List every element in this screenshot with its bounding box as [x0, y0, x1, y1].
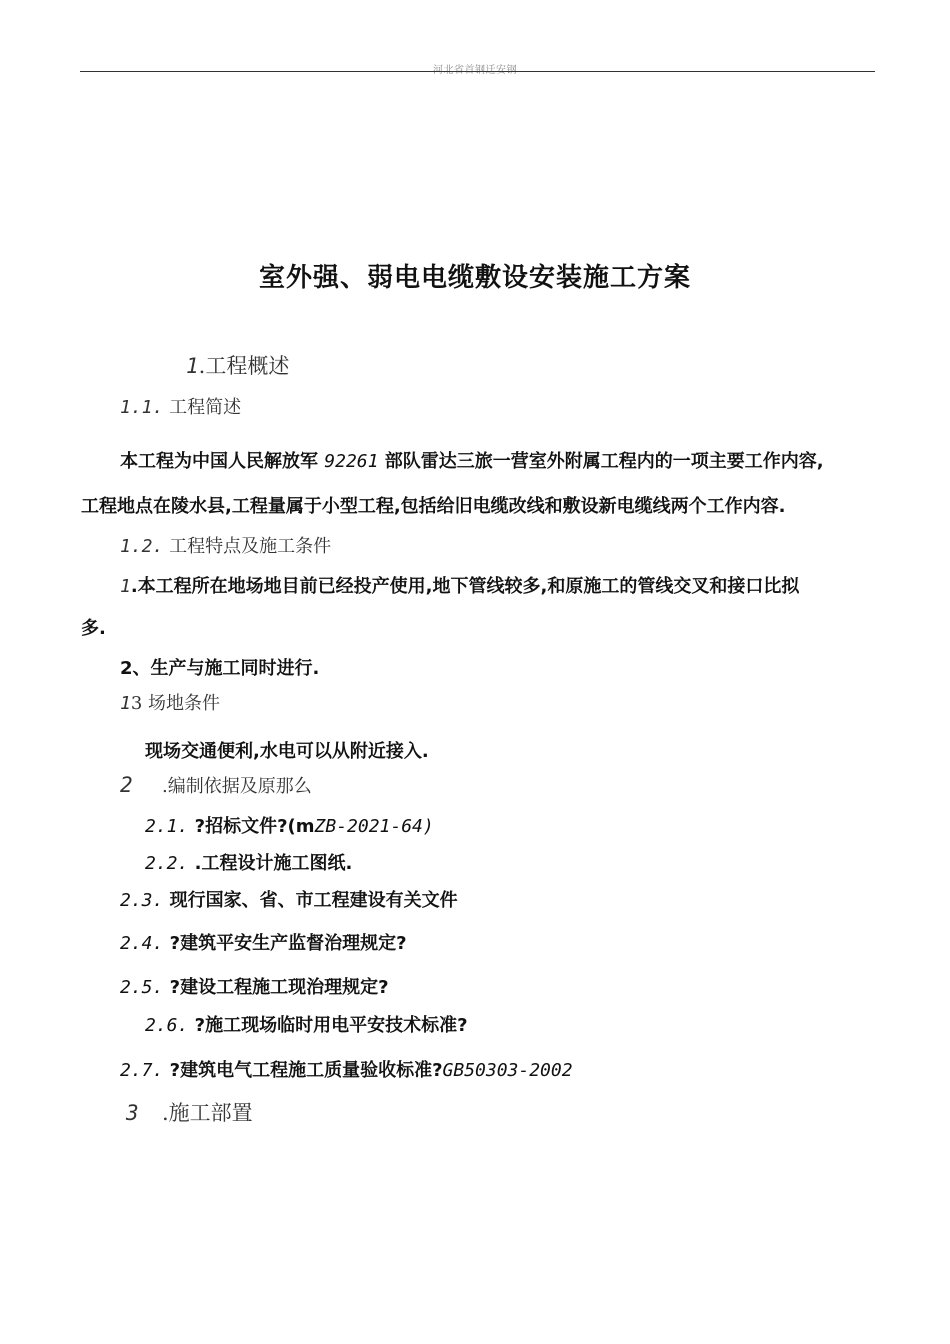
item-number: 2.4. [120, 933, 164, 954]
item-text: ?建设工程施工现治理规定? [163, 977, 389, 998]
item-number: 1 [120, 576, 131, 597]
section-number: 2 [120, 773, 133, 797]
section-1-2-heading [120, 535, 331, 559]
paragraph-text: 本工程为中国人民解放军 [120, 451, 325, 472]
paragraph-line: 工程地点在陵水县,工程量属于小型工程,包括给旧电缆改线和敷设新电缆线两个工作内容. [81, 496, 786, 517]
item-text: .工程设计施工图纸. [188, 853, 353, 874]
item-number: 2.6. [145, 1015, 189, 1036]
item-text: ?建筑平安生产监督治理规定? [163, 933, 407, 954]
list-item [120, 575, 799, 599]
item-number: 2.2. [145, 853, 189, 874]
standard-code: GB50303-2002 [442, 1060, 573, 1081]
paragraph-text: 部队雷达三旅一营室外附属工程内的一项主要工作内容, [378, 451, 824, 472]
item-text: m [295, 816, 315, 837]
reference-item [120, 932, 407, 956]
section-title: .编制依据及原那么 [162, 776, 312, 797]
paragraph-line [120, 450, 824, 474]
unit-number: 92261 [324, 451, 379, 472]
site-conditions-text: 现场交通便利,水电可以从附近接入. [145, 741, 429, 762]
item-text: ?招标文件?( [188, 816, 296, 837]
section-title: 工程特点及施工条件 [163, 536, 332, 557]
section-1-heading [186, 354, 289, 378]
reference-item [120, 976, 389, 1000]
section-title: 工程简述 [163, 397, 242, 418]
section-1-1-heading [120, 396, 241, 420]
item-text: .本工程所在地场地目前已经投产使用,地下管线较多,和原施工的管线交叉和接口比拟 [130, 576, 800, 597]
section-number: 1 [186, 354, 199, 378]
reference-item [120, 889, 458, 913]
page-header: 河北省首钢迁安钢 [433, 65, 517, 76]
item-text: ?建筑电气工程施工质量验收标准? [163, 1060, 443, 1081]
reference-item [145, 815, 434, 839]
section-number: 1.2. [120, 536, 164, 557]
section-number: 3 [126, 1101, 139, 1125]
reference-item [145, 852, 352, 876]
item-number: 2.7. [120, 1060, 164, 1081]
reference-item [145, 1014, 468, 1038]
section-1-3-heading [120, 692, 220, 716]
item-text: 现行国家、省、市工程建设有关文件 [163, 890, 458, 911]
list-item: 2、生产与施工同时进行. [120, 658, 320, 679]
section-title: .施工部置 [162, 1101, 253, 1125]
item-number: 2.3. [120, 890, 164, 911]
section-title: .工程概述 [198, 354, 290, 378]
document-title: 室外强、弱电电缆敷设安装施工方案 [258, 263, 691, 293]
section-2-heading [120, 773, 312, 799]
section-number: 1.1. [120, 397, 164, 418]
header-rule [80, 71, 875, 72]
item-text: ?施工现场临时用电平安技术标准? [188, 1015, 468, 1036]
reference-item [120, 1059, 573, 1083]
section-title: 3 场地条件 [130, 693, 221, 714]
section-number: 1 [120, 693, 131, 714]
item-number: 2.1. [145, 816, 189, 837]
document-code: ZB-2021-64) [314, 816, 434, 837]
list-item-continuation: 多. [81, 618, 106, 639]
item-number: 2.5. [120, 977, 164, 998]
section-3-heading [126, 1101, 253, 1125]
